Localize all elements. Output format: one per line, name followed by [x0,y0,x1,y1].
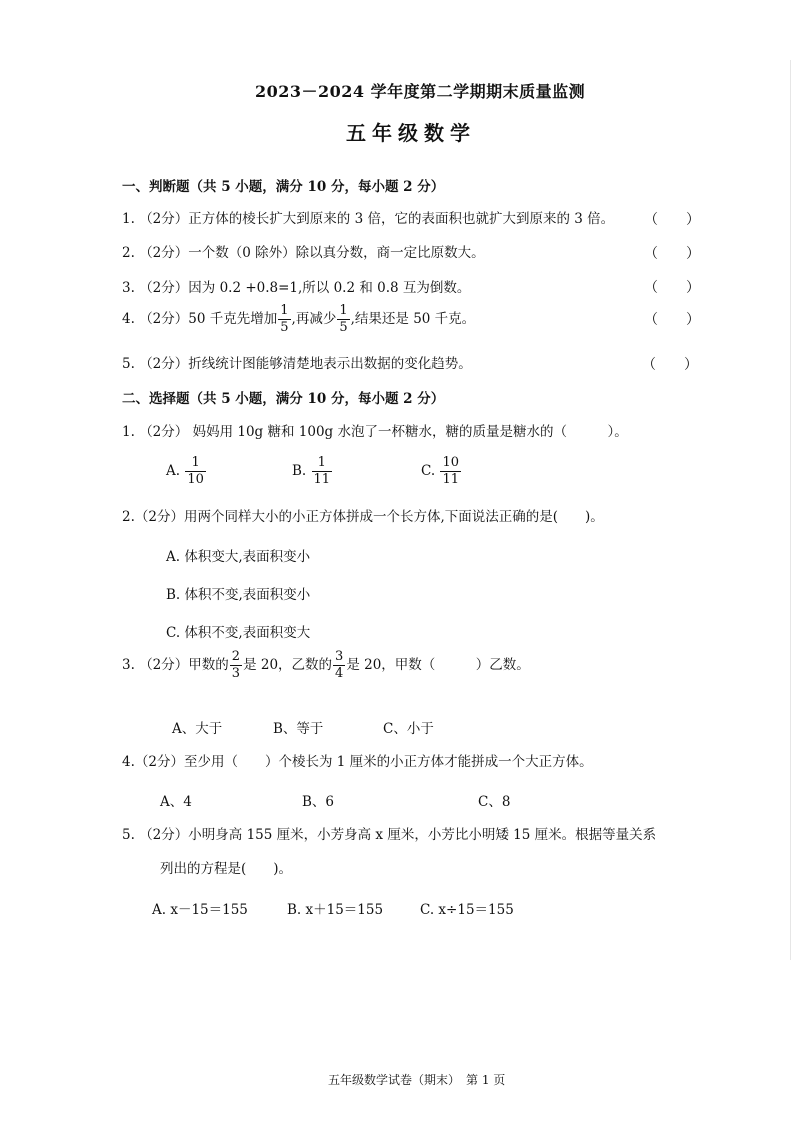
question-score: （2分） [139,311,189,327]
s2-q5-option-b: B. x＋15＝155 [287,902,384,918]
s2-question-5-line2: 列出的方程是( )。 [160,861,293,877]
question-number: 2. [122,509,135,525]
section2-heading: 二、选择题（共 5 小题，满分 10 分，每小题 2 分） [122,391,445,407]
s1-question-2 [122,244,485,262]
question-text-a: 50 千克先增加 [188,311,278,327]
s2-q4-option-c: C、8 [478,794,511,810]
s1-q5-answer-blank: （ ） [642,357,698,373]
question-text: 小明身高 155 厘米，小芳身高 x 厘米，小芳比小明矮 15 厘米。根据等量关系 [188,827,657,843]
question-score: （2分） [134,509,184,525]
fraction-numerator: 1 [191,455,200,470]
s1-q4-answer-blank: （ ） [644,312,700,328]
fraction-numerator: 2 [231,649,241,664]
question-number: 3. [122,280,135,296]
fraction-denominator: 5 [339,320,348,335]
question-number: 5. [122,356,135,372]
s2-q2-option-a: A. 体积变大,表面积变小 [166,549,311,565]
question-score: （2分） [139,424,189,440]
fraction [333,650,345,681]
s2-q4-option-b: B、6 [302,794,335,810]
question-text: 折线统计图能够清楚地表示出数据的变化趋势。 [188,356,472,372]
exam-subtitle: 五年级数学 [346,121,476,145]
fraction-denominator: 11 [313,472,331,487]
question-number: 2. [122,245,135,261]
question-score: （2分） [139,280,189,296]
s1-question-3 [122,279,470,297]
option-label: A. [166,463,181,479]
question-text-c: 是 20，甲数（ ）乙数。 [346,657,530,673]
s1-q3-answer-blank: （ ） [644,280,700,296]
question-score: （2分） [139,657,189,673]
fraction [312,456,333,487]
page-edge-shadow [790,60,791,960]
fraction-numerator: 1 [339,303,348,318]
s1-question-5 [122,355,472,373]
s2-q5-option-a: A. x－15＝155 [152,902,248,918]
question-text: 用两个同样大小的小正方体拼成一个长方体,下面说法正确的是( )。 [183,509,604,525]
fraction-denominator: 10 [187,472,204,487]
section1-heading: 一、判断题（共 5 小题，满分 10 分，每小题 2 分） [122,179,445,195]
question-number: 5. [122,827,135,843]
question-text: 妈妈用 10g 糖和 100g 水泡了一杯糖水，糖的质量是糖水的（ ）。 [192,424,628,440]
s2-q4-option-a: A、4 [160,794,192,810]
option-label: B. [292,463,307,479]
s1-q2-answer-blank: （ ） [644,246,700,262]
s2-q3-option-b: B、等于 [273,721,324,737]
fraction-numerator: 3 [335,649,344,664]
exam-title: 2023－2024 学年度第二学期期末质量监测 [255,82,586,101]
page-footer: 五年级数学试卷（期末） 第 1 页 [328,1073,506,1087]
question-text-c: ,结果还是 50 千克。 [350,311,476,327]
question-score: （2分） [139,245,189,261]
fraction [337,304,349,335]
fraction-numerator: 1 [280,303,289,318]
fraction [440,456,461,487]
question-text: 因为 0.2 +0.8=1,所以 0.2 和 0.8 互为倒数。 [188,280,471,296]
question-score: （2分） [139,356,189,372]
s1-q1-answer-blank: （ ） [644,212,700,228]
fraction-numerator: 1 [317,455,326,470]
s2-q1-option-a [166,456,207,487]
question-number: 4. [122,754,135,770]
question-text-a: 甲数的 [188,657,229,673]
s2-q5-option-c: C. x÷15＝155 [420,902,514,918]
fraction-numerator: 10 [442,455,459,470]
s2-q3-option-c: C、小于 [383,721,434,737]
option-label: C. [421,463,436,479]
s2-q1-option-c [421,456,462,487]
fraction-denominator: 4 [335,666,344,681]
fraction-denominator: 11 [442,472,459,487]
question-text-b: ,再减少 [291,311,337,327]
s1-question-4 [122,304,475,335]
question-score: （2分） [139,827,189,843]
s2-q1-option-b [292,456,333,487]
question-number: 3. [122,657,135,673]
s2-question-4 [122,753,593,771]
question-text: 一个数（0 除外）除以真分数，商一定比原数大。 [188,245,485,261]
fraction [278,304,290,335]
s2-question-3 [122,650,530,681]
question-text-b: 是 20，乙数的 [243,657,333,673]
fraction-denominator: 3 [231,666,241,681]
s2-question-5 [122,826,656,844]
question-number: 1. [122,424,135,440]
question-text: 正方体的棱长扩大到原来的 3 倍，它的表面积也就扩大到原来的 3 倍。 [188,211,615,227]
question-score: （2分） [139,211,189,227]
s2-q3-option-a: A、大于 [172,721,223,737]
question-score: （2分） [134,754,184,770]
fraction [185,456,206,487]
s1-question-1 [122,210,614,228]
fraction [230,650,242,681]
question-number: 4. [122,311,135,327]
fraction-denominator: 5 [280,320,289,335]
s2-question-2 [122,508,604,526]
s2-q2-option-b: B. 体积不变,表面积变小 [166,587,311,603]
question-text: 至少用（ ）个棱长为 1 厘米的小正方体才能拼成一个大正方体。 [183,754,593,770]
s2-q2-option-c: C. 体积不变,表面积变大 [166,625,311,641]
s2-question-1 [122,423,628,441]
question-number: 1. [122,211,135,227]
